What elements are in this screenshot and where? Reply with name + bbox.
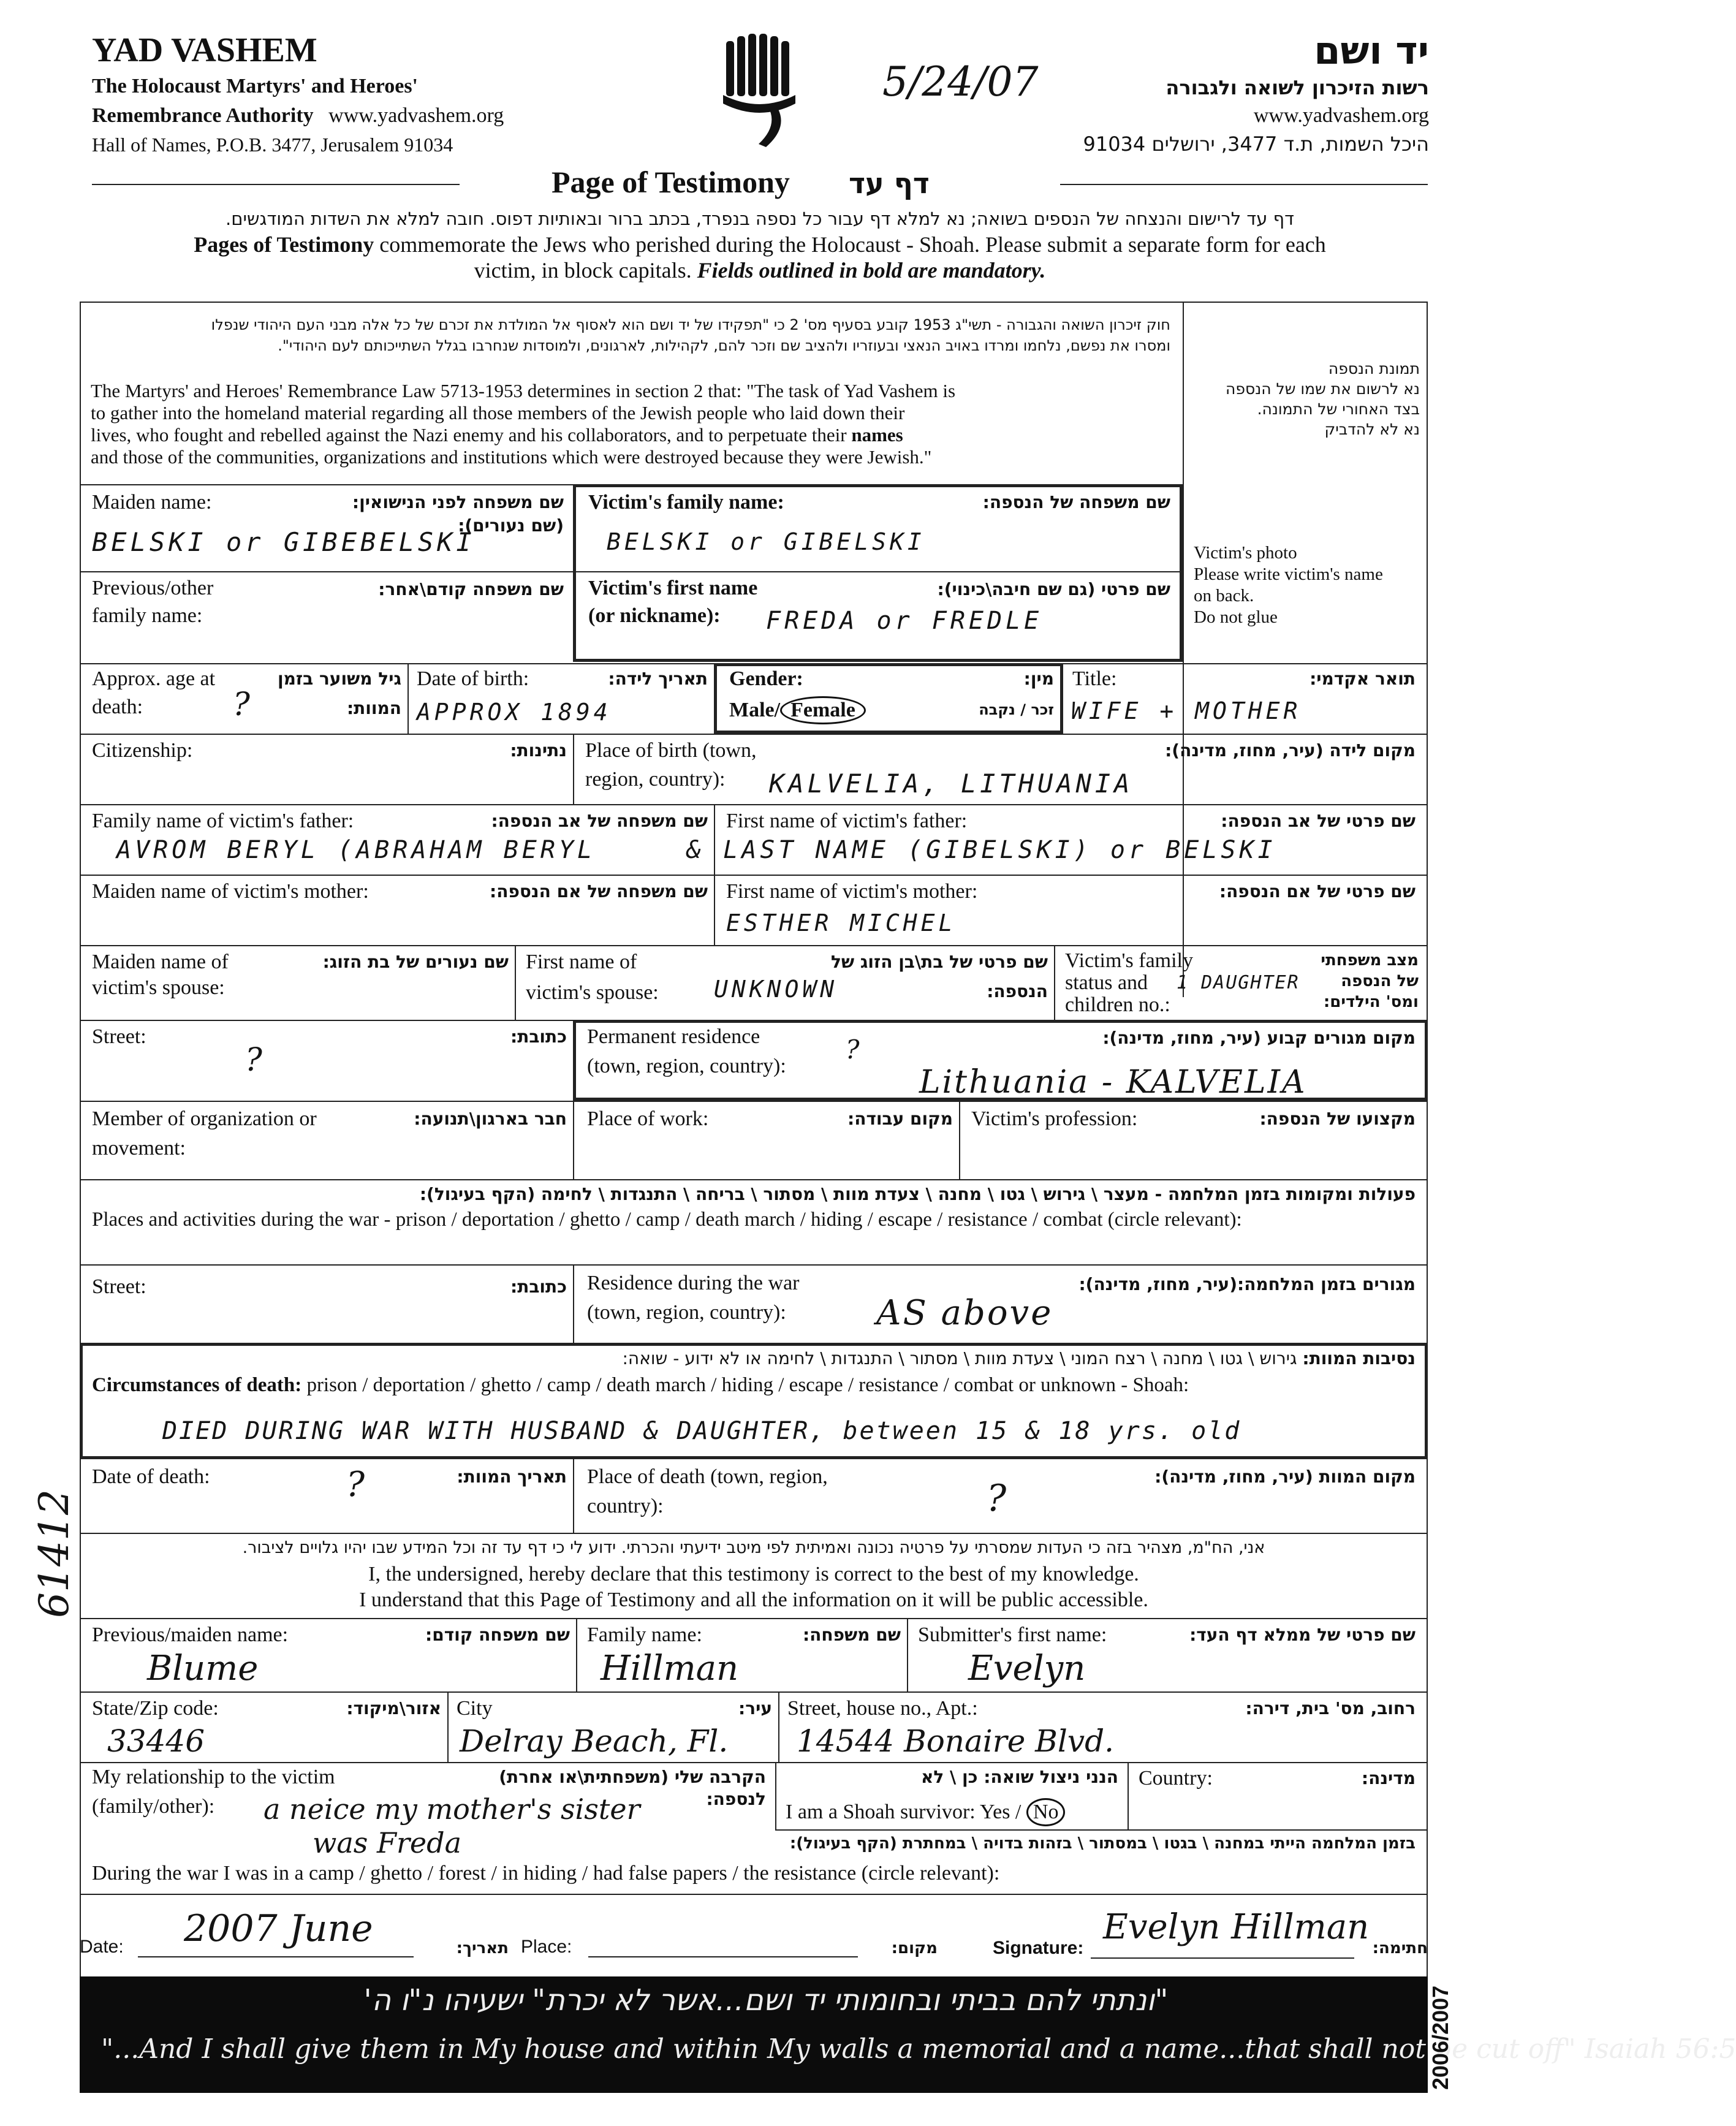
title-value[interactable]: WIFE + MOTHER [1071,697,1302,724]
first-name-label-2: (or nickname): [588,604,721,627]
org-name-en: YAD VASHEM [92,31,317,69]
war-residence-label-2: (town, region, country): [587,1301,786,1324]
member-label: Member of organization or [92,1107,317,1130]
first-name-label-he: שם פרטי (גם שם חיבה\כינוי): [937,579,1170,599]
dod-label: Date of death: [92,1465,210,1488]
family-status-label-he2: של הנספה [1341,972,1419,990]
place-label: Place: [521,1937,572,1957]
gender-label: Gender: [729,667,803,690]
family-status-label-2: status and [1065,971,1148,994]
prev-name-label-2: family name: [92,604,203,627]
submitter-first-label-he: שם פרטי של ממלא דף העד: [1189,1625,1416,1645]
relationship-label: My relationship to the victim [92,1766,335,1788]
survivor-label: I am a Shoah survivor: Yes / [786,1801,1022,1823]
spouse-first-label-he: שם פרטי של בת\בן הזוג של [830,952,1048,972]
dob-label-he: תאריך לידה: [608,669,708,689]
gender-label-he: מין: [1023,669,1054,689]
intro-he: דף עד לרישום והנצחה של הנספים בשואה; נא למלא דף עבור כל נספה בנפרד, בכתב ברור ובאותיות דפוס. חובה למלא את השדות המודגשים. [226,208,1294,229]
maiden-name-label: Maiden name: [92,491,212,514]
pod-label-he: מקום המוות (עיר, מחוז, מדינה): [1154,1467,1416,1487]
intro-en-bold: Pages of Testimony [194,232,374,257]
mother-maiden-label-he: שם משפחה של אם הנספה: [490,881,708,902]
submitter-family-label: Family name: [587,1623,702,1646]
pod-label-2: country): [587,1495,664,1517]
maiden-name-label-he: שם משפחה לפני הנישואין: [352,492,564,512]
family-status-value[interactable]: 1 DAUGHTER [1177,972,1300,993]
member-label-he: חבר בארגון\תנועה: [414,1109,567,1129]
url-he: www.yadvashem.org [1253,104,1429,127]
signature-value[interactable]: Evelyn Hillman [1103,1907,1370,1947]
prev-name-label-he: שם משפחה קודם\אחר: [378,579,564,599]
zip-label: State/Zip code: [92,1697,219,1720]
profession-label: Victim's profession: [971,1107,1138,1130]
footer-quote-en: "...And I shall give them in My house and within My walls a memorial and a name...that shall not be cut off" Isaiah 56:5 [101,2033,1736,2065]
country-label-he: מדינה: [1361,1768,1416,1788]
submitter-prev-name-label: Previous/maiden name: [92,1623,289,1646]
survivor-label-he: הנני ניצול שואה: כן \ לא [920,1767,1118,1787]
gender-label-he2: זכר / נקבה [979,701,1054,718]
pod-value[interactable]: ? [987,1477,1007,1520]
page-title-en: Page of Testimony [552,165,790,199]
circumstances-label-he: נסיבות המוות: [1302,1348,1416,1369]
family-status-label: Victim's family [1065,949,1193,972]
submitter-family-value[interactable]: Hillman [601,1649,739,1688]
residence-value[interactable]: Lithuania - KALVELIA [919,1064,1307,1101]
place-label-he: מקום: [891,1939,938,1957]
law-en-names: names [851,424,903,446]
law-en-1: The Martyrs' and Heroes' Remembrance Law 5713-1953 determines in section 2 that: "The task of Yad Vashem is [91,380,956,401]
maiden-name-value[interactable]: BELSKI or GIBEBELSKI [92,527,476,557]
city-label-he: עיר: [738,1698,772,1718]
residence-label: Permanent residence [587,1025,760,1048]
residence-mark: ? [846,1035,860,1065]
mother-first-label-he: שם פרטי של אם הנספה: [1219,881,1416,902]
profession-label-he: מקצועו של הנספה: [1259,1109,1416,1129]
family-name-label-he: שם משפחה של הנספה: [982,492,1170,512]
zip-label-he: אזור\מיקוד: [346,1698,441,1718]
address-en: Hall of Names, P.O.B. 3477, Jerusalem 91034 [92,134,453,156]
intro-en-2: victim, in block capitals. [474,258,692,283]
org-subtitle-he: רשות הזיכרון לשואה ולגבורה [1166,76,1429,99]
submitter-first-label: Submitter's first name: [918,1623,1107,1646]
member-label-2: movement: [92,1137,186,1160]
circumstances-options-he: גירוש \ גטו \ מחנה \ רצח המוני \ צעדת מוות \ מסתור \ התנגדות \ לחימה או לא ידוע - שואה: [622,1348,1297,1369]
circumstances-label-en: Circumstances of death: [92,1374,302,1396]
age-value[interactable]: ? [233,686,250,723]
date-value[interactable]: 2007 June [184,1907,373,1950]
father-first-value[interactable]: & LAST NAME (GIBELSKI) or BELSKI [686,836,1276,864]
org-subtitle-en: The Holocaust Martyrs' and Heroes' [92,75,418,97]
law-en-3: lives, who fought and rebelled against the Nazi enemy and his collaborators, and to perpetuate their [91,424,847,446]
maiden-name-label-he2: (שם נעורים): [458,515,564,536]
spouse-first-label-2: victim's spouse: [526,981,659,1004]
city-value[interactable]: Delray Beach, Fl. [460,1723,729,1759]
country-label: Country: [1139,1767,1213,1790]
spouse-first-value[interactable]: UNKNOWN [714,976,838,1003]
street-label-he: כתובת: [510,1027,567,1047]
spouse-maiden-label-2: victim's spouse: [92,976,225,999]
age-label-he2: המוות: [346,698,401,718]
age-label: Approx. age at [92,667,216,690]
zip-value[interactable]: 33446 [107,1723,205,1759]
law-he-1: חוק זיכרון השואה והגבורה - תשי"ג 1953 קובע בסעיף מס' 2 כי "תפקידו של יד ושם הוא לאסוף אל המולדת את זכרם של כל אלה מבני העם היהודי שנפלו [211,316,1170,333]
intro-en-mandatory: Fields outlined in bold are mandatory. [697,258,1046,283]
signature-label-he: חתימה: [1372,1939,1428,1957]
law-en-4: and those of the communities, organizations and institutions which were destroyed because they were Jewish." [91,446,932,468]
declaration-en-1: I, the undersigned, hereby declare that this testimony is correct to the best of my knowledge. [368,1563,1139,1585]
father-first-label: First name of victim's father: [726,810,968,832]
submitter-street-label: Street, house no., Apt.: [787,1697,978,1720]
street-value[interactable]: ? [245,1042,262,1079]
spouse-maiden-label-he: שם נעורים של בת הזוג: [322,952,509,972]
title-rule-right [1060,184,1428,185]
family-status-label-3: children no.: [1065,993,1170,1016]
address-he: היכל השמות, ת.ד 3477, ירושלים 91034 [1083,132,1429,156]
during-war-en: During the war I was in a camp / ghetto / forest / in hiding / had false papers / the resistance (circle relevant): [92,1862,1000,1885]
citizenship-label: Citizenship: [92,739,193,762]
submitter-first-value[interactable]: Evelyn [968,1649,1086,1688]
org-subtitle2-en: Remembrance Authority [92,104,314,127]
footer-quote-he: "ונתתי להם בביתי ובחומותי יד ושם...אשר לא יכרת" ישעיהו נ"ו ה' [363,1983,1169,2018]
spouse-maiden-label: Maiden name of [92,951,229,973]
war-residence-value[interactable]: AS above [876,1293,1053,1333]
dod-label-he: תאריך המוות: [457,1467,567,1487]
submitter-family-label-he: שם משפחה: [802,1625,901,1645]
dob-value[interactable]: APPROX 1894 [417,699,612,726]
pob-label-he: מקום לידה (עיר, מחוז, מדינה): [1165,740,1416,761]
circumstances-options-en: prison / deportation / ghetto / camp / death march / hiding / escape / resistance / combat or unknown - Shoah: [306,1374,1189,1396]
war-places-he: פעולות ומקומות בזמן המלחמה - מעצר \ גירוש \ גטו \ מחנה \ צעדת מוות \ מסתור \ בריחה \ התנגדות \ לחימה (הקף בעיגול): [419,1184,1416,1204]
spouse-first-label-he2: הנספה: [987,981,1048,1001]
yad-vashem-logo-icon [717,34,803,150]
father-family-label-he: שם משפחה של אב הנספה: [491,811,708,831]
submitter-street-value[interactable]: 14544 Bonaire Blvd. [797,1723,1115,1759]
age-label-2: death: [92,696,143,718]
citizenship-label-he: נתינות: [510,740,567,761]
page-title-he: דף עד [849,167,930,200]
survivor-no-circled[interactable]: No [1026,1798,1066,1826]
photo-instructions-he: תמונת הנספה נא לרשום את שמו של הנספה בצד האחורי של התמונה. נא לא להדביק [1226,360,1420,438]
pob-label-2: region, country): [585,768,726,791]
mother-maiden-label: Maiden name of victim's mother: [92,880,369,903]
title-label-he: תואר אקדמי: [1310,669,1416,689]
submitter-street-label-he: רחוב, מס' בית, דירה: [1245,1698,1416,1718]
law-en-2: to gather into the homeland material regarding all those members of the Jewish people who laid down their [91,402,905,423]
spouse-first-label: First name of [526,951,637,973]
handwritten-date: 5/24/07 [882,58,1039,105]
first-name-label: Victim's first name [588,577,758,599]
during-war-he: בזמן המלחמה הייתי במחנה \ בגטו \ במסתור \ בזהות בדויה \ במחתרת (הקף בעיגול): [789,1834,1416,1853]
residence-label-2: (town, region, country): [587,1055,786,1077]
dod-value[interactable]: ? [346,1465,365,1505]
signature-label: Signature: [993,1938,1084,1958]
gender-male[interactable]: Male [729,699,775,721]
father-family-label: Family name of victim's father: [92,810,354,832]
pod-label: Place of death (town, region, [587,1465,828,1488]
family-name-label: Victim's family name: [588,491,784,514]
father-first-label-he: שם פרטי של אב הנספה: [1221,811,1416,831]
submitter-prev-name-value[interactable]: Blume [147,1649,259,1688]
gender-female-circled[interactable]: Female [780,696,866,724]
war-residence-label-he: מגורים בזמן המלחמה:(עיר, מחוז, מדינה): [1078,1274,1416,1294]
declaration-he: אני, הח"מ, מצהיר בזה כי העדות שמסרתי על פרטיה נכונה ואמיתית לפי מיטב ידיעתי והכרתי. ידוע לי כי דף עד זה וכל המידע שבו יהיו גלויים לציבור. [242,1538,1265,1557]
war-places-en: Places and activities during the war - prison / deportation / ghetto / camp / death march / hiding / escape / resistance / combat (circle relevant): [92,1209,1242,1231]
org-name-he: יד ושם [1314,28,1429,73]
war-residence-label: Residence during the war [587,1272,800,1294]
street-label: Street: [92,1025,146,1048]
law-he-2: ומסרו את נפשם, נלחמו ומרדו באויב הנאצי ובעוזריו ולהציב שם וזכר להם, לקהילות, לארגונים, ולמוסדות שנחרבו בגלל השתייכותם לעם היהודי". [278,337,1170,354]
family-name-value[interactable]: BELSKI or GIBELSKI [607,528,925,555]
first-name-value[interactable]: FREDA or FREDLE [766,607,1043,635]
mother-first-label: First name of victim's mother: [726,880,978,903]
intro-en: commemorate the Jews who perished during the Holocaust - Shoah. Please submit a separate form for each [379,232,1326,257]
father-family-value[interactable]: AVROM BERYL (ABRAHAM BERYL [116,836,596,864]
date-label-he: תאריך: [456,1939,509,1957]
photo-instructions-en: Victim's photo Please write victim's name on back. Do not glue [1194,543,1383,627]
pob-value[interactable]: KALVELIA, LITHUANIA [769,769,1134,799]
age-label-he: גיל משוער בזמן [278,669,401,689]
residence-label-he: מקום מגורים קבוע (עיר, מחוז, מדינה): [1102,1028,1416,1048]
circumstances-value[interactable]: DIED DURING WAR WITH HUSBAND & DAUGHTER, between 15 & 18 yrs. old [162,1417,1241,1445]
relationship-label-he: הקרבה שלי (משפחתית\או אחרת) לנספה: [499,1767,766,1809]
pob-label: Place of birth (town, [585,739,757,762]
title-label: Title: [1072,667,1117,690]
date-label: Date: [80,1937,124,1957]
dob-label: Date of birth: [417,667,529,690]
mother-first-value[interactable]: ESTHER MICHEL [726,909,957,936]
war-street-label: Street: [92,1275,146,1298]
family-status-label-he: מצב משפחתי [1321,951,1419,970]
margin-archive-number: 61412 [31,1489,78,1618]
relationship-value[interactable]: a neice my mother's sister [263,1793,640,1826]
title-rule-left [92,184,460,185]
form-edition: 2006/2007 [1428,1985,1453,2090]
relationship-value-2[interactable]: was Freda [313,1826,462,1859]
url-en: www.yadvashem.org [328,104,504,127]
family-status-label-he3: ומס' הילדים: [1323,993,1419,1011]
declaration-en-2: I understand that this Page of Testimony and all the information on it will be public accessible. [359,1589,1148,1611]
relationship-label-2: (family/other): [92,1795,215,1818]
work-label: Place of work: [587,1107,709,1130]
work-label-he: מקום עבודה: [847,1109,953,1129]
city-label: City [457,1697,493,1720]
war-street-label-he: כתובת: [510,1277,567,1297]
submitter-prev-name-label-he: שם משפחה קודם: [425,1625,570,1645]
prev-name-label: Previous/other [92,577,214,599]
